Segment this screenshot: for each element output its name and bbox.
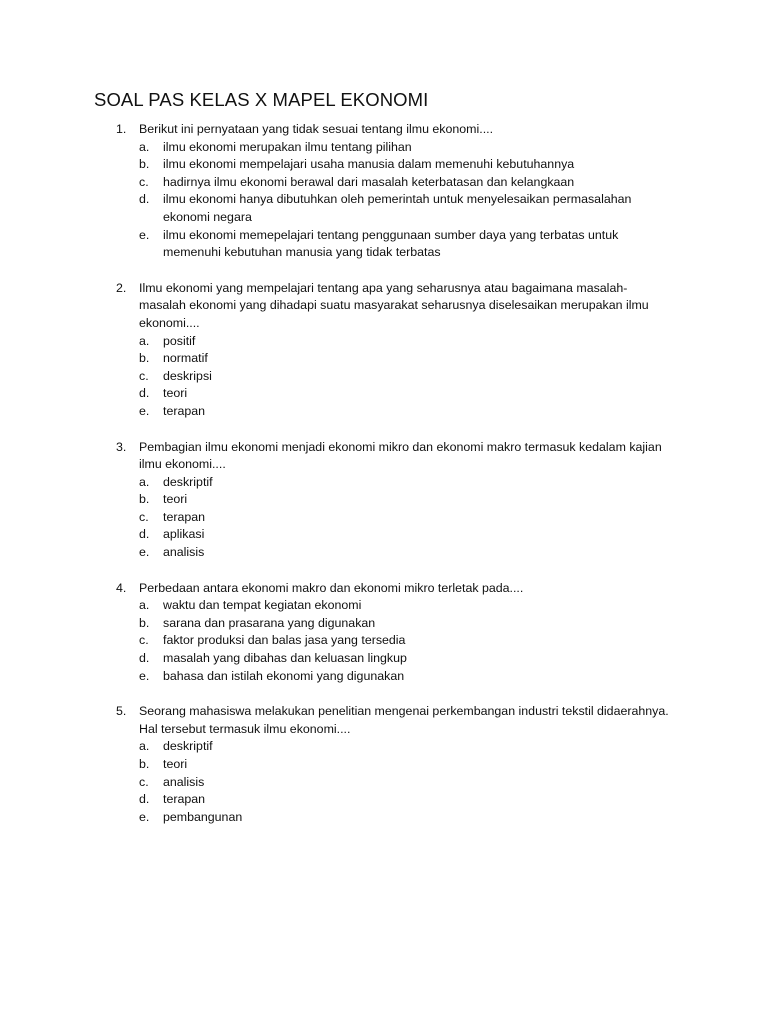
option-text: teori [163,492,188,507]
option-d [0,385,768,403]
option-letter: a. [139,739,150,754]
option-letter: e. [139,545,150,560]
option-letter: a. [139,139,150,154]
question-text: Berikut ini pernyataan yang tidak sesuai tentang ilmu ekonomi.... [139,122,494,136]
option-text: teori [163,386,188,401]
option-text: ilmu ekonomi memepelajari tentang penggunaan sumber daya yang terbatas untuk memenuhi kebutuhan manusia yang tidak terbatas [163,227,619,260]
option-letter: b. [139,492,150,507]
option-text: deskriptif [163,739,213,754]
option-text: bahasa dan istilah ekonomi yang digunakan [163,668,405,683]
question-4 [0,580,768,686]
option-d [0,526,768,544]
question-number: 3. [116,439,127,454]
option-letter: d. [139,651,150,666]
option-letter: c. [139,174,149,189]
question-3 [0,439,768,562]
question-text: Seorang mahasiswa melakukan penelitian mengenai perkembangan industri tekstil didaerahnya. Hal tersebut termasuk ilmu ekonomi.... [139,704,669,736]
question-text: Ilmu ekonomi yang mempelajari tentang apa yang seharusnya atau bagaimana masalah-masalah ekonomi yang dihadapi suatu masyarakat seharusnya diselesaikan merupakan ilmu ekonomi.... [139,280,649,330]
option-text: deskriptif [163,474,213,489]
option-c [0,632,768,650]
option-text: aplikasi [163,527,205,542]
option-b [0,615,768,633]
option-e [0,544,768,562]
option-text: masalah yang dibahas dan keluasan lingkup [163,651,407,666]
option-list [0,474,768,562]
option-text: normatif [163,351,208,366]
option-letter: e. [139,403,150,418]
option-text: positif [163,333,196,348]
option-list [0,139,768,262]
option-a [0,474,768,492]
option-letter: a. [139,598,150,613]
option-a [0,333,768,351]
option-b [0,491,768,509]
question-1 [0,121,768,262]
question-number: 4. [116,580,127,595]
option-d [0,191,768,226]
option-text: deskripsi [163,368,212,383]
option-letter: d. [139,792,150,807]
question-2 [0,280,768,421]
option-text: hadirnya ilmu ekonomi berawal dari masalah keterbatasan dan kelangkaan [163,174,575,189]
option-text: ilmu ekonomi merupakan ilmu tentang pilihan [163,139,412,154]
option-b [0,156,768,174]
option-text: faktor produksi dan balas jasa yang tersedia [163,633,406,648]
option-b [0,756,768,774]
option-a [0,597,768,615]
question-5 [0,703,768,826]
option-letter: e. [139,227,150,242]
option-letter: b. [139,351,150,366]
option-c [0,774,768,792]
question-text: Pembagian ilmu ekonomi menjadi ekonomi mikro dan ekonomi makro termasuk kedalam kajian ilmu ekonomi.... [139,439,662,472]
option-text: ilmu ekonomi hanya dibutuhkan oleh pemerintah untuk menyelesaikan permasalahan ekonomi negara [163,192,632,224]
option-d [0,791,768,809]
option-c [0,174,768,192]
option-d [0,650,768,668]
option-e [0,403,768,421]
option-c [0,368,768,386]
option-letter: e. [139,809,150,824]
option-list [0,333,768,421]
option-text: analisis [163,774,205,789]
question-number: 2. [116,280,127,295]
option-letter: d. [139,386,150,401]
option-letter: e. [139,668,150,683]
option-letter: b. [139,757,150,771]
document-title: SOAL PAS KELAS X MAPEL EKONOMI [94,89,429,110]
option-letter: c. [139,633,149,648]
option-letter: c. [139,774,149,789]
question-text: Perbedaan antara ekonomi makro dan ekonomi mikro terletak pada.... [139,580,524,595]
option-b [0,350,768,368]
question-number: 5. [116,704,127,719]
option-e [0,227,768,262]
option-list [0,597,768,685]
question-list [0,121,768,844]
option-a [0,139,768,157]
option-letter: c. [139,368,149,383]
option-list [0,738,768,826]
option-text: waktu dan tempat kegiatan ekonomi [163,598,362,613]
option-letter: b. [139,157,150,172]
question-number: 1. [116,122,127,136]
option-text: terapan [163,509,206,524]
option-letter: c. [139,509,149,524]
option-text: teori [163,757,188,771]
option-c [0,509,768,527]
option-text: analisis [163,545,205,560]
option-letter: b. [139,615,150,630]
option-letter: a. [139,333,150,348]
option-e [0,809,768,827]
option-letter: a. [139,474,150,489]
option-text: pembangunan [163,809,243,824]
option-letter: d. [139,192,150,207]
option-e [0,668,768,686]
option-text: terapan [163,403,206,418]
option-text: sarana dan prasarana yang digunakan [163,615,376,630]
option-text: ilmu ekonomi mempelajari usaha manusia dalam memenuhi kebutuhannya [163,157,575,172]
option-a [0,738,768,756]
option-letter: d. [139,527,150,542]
option-text: terapan [163,792,206,807]
